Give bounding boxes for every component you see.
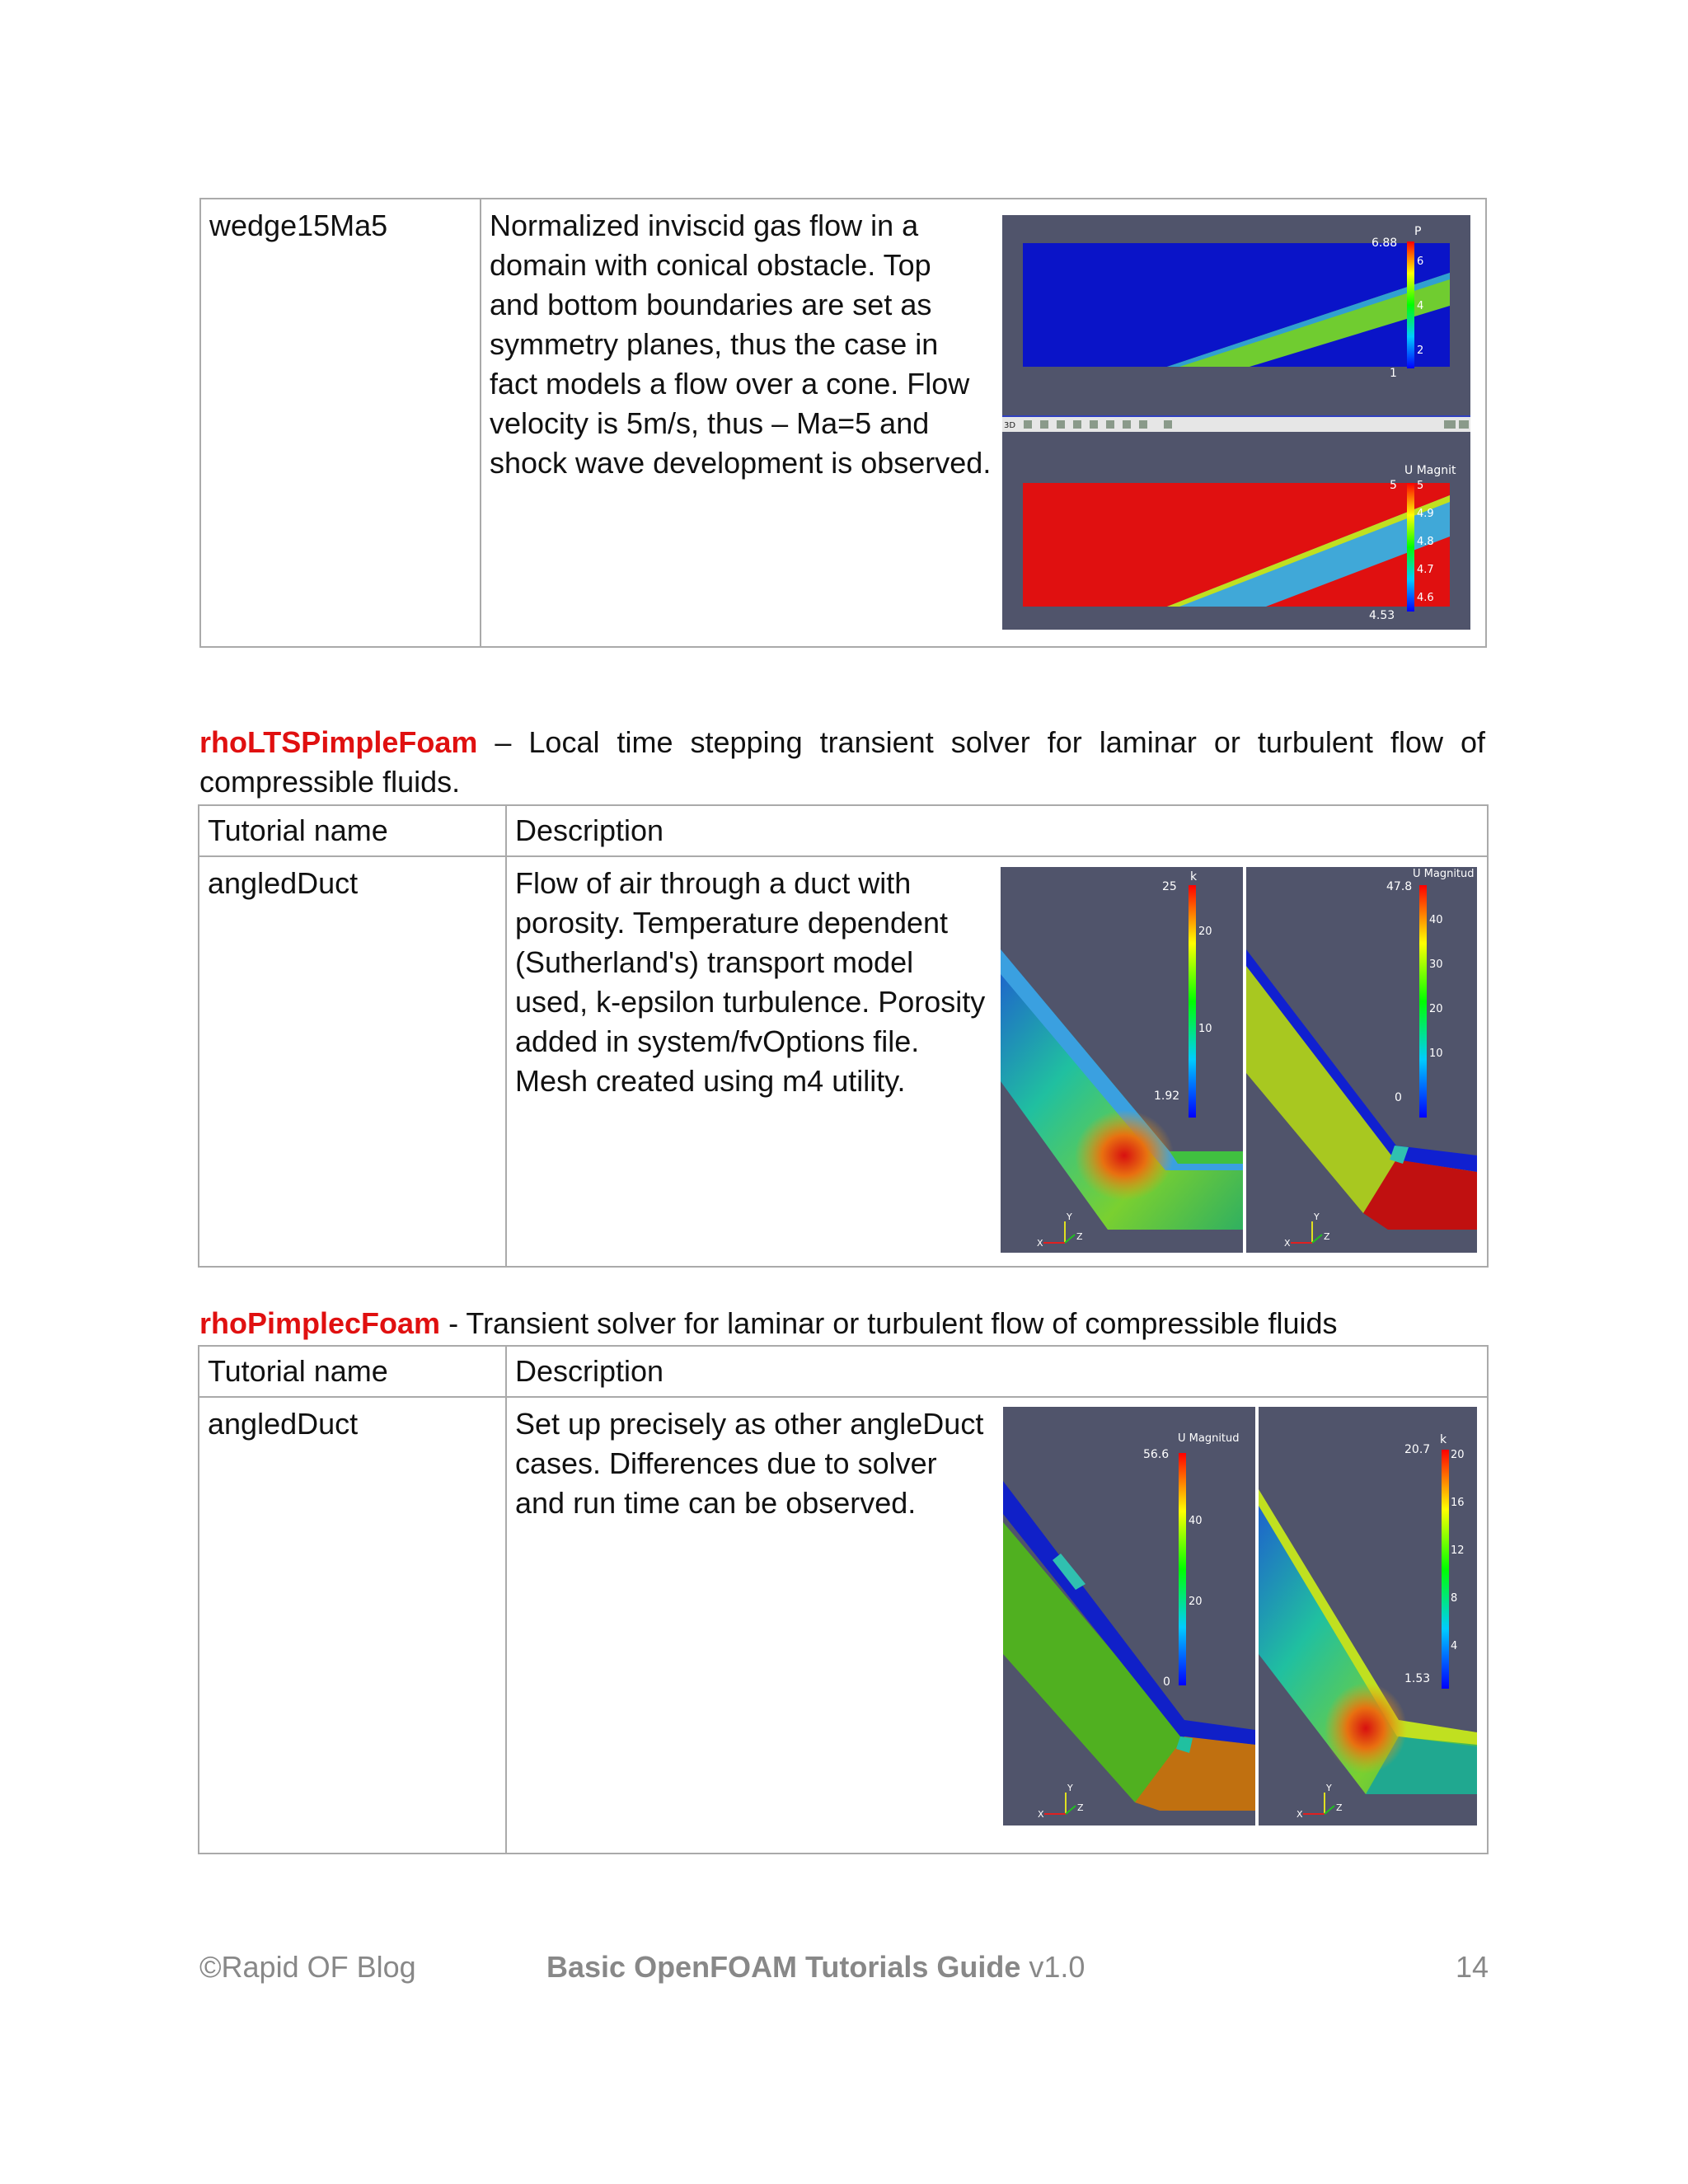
- colorbar-min: 1: [1390, 367, 1397, 380]
- tutorial-name: wedge15Ma5: [200, 199, 481, 647]
- angled-duct-figure-pimplec: [1003, 1407, 1477, 1825]
- solver-summary: - Transient solver for laminar or turbulent flow of compressible fluids: [440, 1306, 1338, 1340]
- solver-name: rhoLTSPimpleFoam: [199, 725, 478, 759]
- svg-text:Z: Z: [1336, 1802, 1343, 1813]
- colorbar-max: 25: [1162, 880, 1177, 893]
- colorbar-tick: 20: [1429, 1003, 1443, 1015]
- colorbar-tick: 10: [1198, 1023, 1212, 1035]
- svg-text:X: X: [1037, 1238, 1043, 1249]
- column-header-description: Description: [506, 1346, 1488, 1397]
- svg-text:Z: Z: [1077, 1802, 1084, 1813]
- tutorial-description: [515, 864, 985, 1101]
- description-line: domain with conical obstacle. Top: [490, 248, 931, 282]
- colorbar-max: 20.7: [1404, 1443, 1431, 1456]
- description-line: Set up precisely as other angleDuct: [515, 1407, 984, 1441]
- description-line: Flow of air through a duct with: [515, 866, 912, 900]
- colorbar-tick: 20: [1189, 1596, 1203, 1608]
- colorbar-tick: 4.8: [1417, 536, 1434, 548]
- svg-text:X: X: [1284, 1238, 1291, 1249]
- solver-intro-paragraph: [199, 723, 1485, 802]
- colorbar-title: k: [1440, 1433, 1447, 1446]
- tutorial-name: angledDuct: [199, 856, 506, 1267]
- colorbar-tick: 20: [1198, 926, 1212, 938]
- colorbar-max: 56.6: [1143, 1448, 1170, 1461]
- colorbar-min: 1.92: [1154, 1090, 1180, 1103]
- velocity-colorbar: [1419, 885, 1427, 1118]
- svg-text:Z: Z: [1076, 1231, 1083, 1242]
- solver-summary: – Local time stepping transient solver for laminar or turbulent flow of: [477, 725, 1485, 759]
- colorbar-title: k: [1190, 870, 1198, 883]
- solver-summary-line2: compressible fluids.: [199, 765, 461, 799]
- wedge-simulation-figure: [1002, 215, 1470, 630]
- colorbar-min: 0: [1163, 1675, 1170, 1689]
- description-line: Normalized inviscid gas flow in a: [490, 209, 919, 242]
- svg-text:Z: Z: [1324, 1231, 1330, 1242]
- svg-text:Y: Y: [1067, 1783, 1073, 1793]
- description-line: symmetry planes, thus the case in: [490, 327, 939, 361]
- colorbar-tick: 8: [1451, 1592, 1458, 1605]
- colorbar-min: 4.53: [1369, 609, 1395, 622]
- hot-spot: [1325, 1683, 1407, 1774]
- description-line: shock wave development is observed.: [490, 446, 992, 480]
- colorbar-title: P: [1414, 225, 1422, 238]
- colorbar-tick: 40: [1429, 914, 1443, 926]
- k-colorbar: [1189, 885, 1196, 1118]
- colorbar-tick: 4.7: [1417, 564, 1434, 576]
- colorbar-tick: 4: [1451, 1640, 1458, 1652]
- svg-text:Y: Y: [1067, 1212, 1072, 1222]
- colorbar-max: 47.8: [1386, 880, 1413, 893]
- colorbar-title: U Magnit: [1404, 464, 1456, 477]
- tutorial-description: [490, 206, 991, 483]
- colorbar-tick: 16: [1451, 1497, 1465, 1509]
- solver-name: rhoPimplecFoam: [199, 1306, 441, 1340]
- colorbar-tick: 2: [1417, 344, 1424, 357]
- colorbar-tick: 10: [1429, 1047, 1443, 1060]
- document-version: v1.0: [1020, 1950, 1085, 1984]
- colorbar-tick: 12: [1451, 1544, 1465, 1557]
- colorbar-tick: 4: [1417, 300, 1424, 312]
- colorbar-max: 5: [1390, 479, 1397, 492]
- description-line: and bottom boundaries are set as: [490, 288, 932, 321]
- angled-duct-figure-ltspimple: [1001, 867, 1477, 1253]
- colorbar-tick: 4.9: [1417, 508, 1434, 520]
- solver-intro-paragraph: [199, 1304, 1485, 1343]
- table-header-row: [199, 1346, 1488, 1397]
- colorbar-min: 0: [1395, 1091, 1402, 1104]
- description-line: porosity. Temperature dependent: [515, 906, 949, 940]
- description-line: Mesh created using m4 utility.: [515, 1064, 906, 1098]
- toolbar-3d-button: 3D: [1004, 421, 1016, 430]
- colorbar-title: U Magnitud: [1413, 868, 1475, 880]
- description-line: and run time can be observed.: [515, 1486, 917, 1520]
- colorbar-min: 1.53: [1404, 1672, 1431, 1685]
- pressure-colorbar: [1407, 241, 1414, 368]
- colorbar-tick: 20: [1451, 1449, 1465, 1461]
- tutorial-description: [515, 1404, 983, 1523]
- colorbar-tick: 4.6: [1417, 592, 1434, 604]
- footer-document-title: [546, 1950, 1085, 1985]
- paraview-toolbar: [1002, 417, 1470, 432]
- colorbar-title: U Magnitud: [1178, 1432, 1240, 1445]
- description-line: (Sutherland's) transport model: [515, 945, 914, 979]
- table-header-row: [199, 805, 1488, 856]
- footer-copyright: ©Rapid OF Blog: [199, 1950, 416, 1984]
- column-header-tutorial-name: Tutorial name: [199, 1346, 506, 1397]
- velocity-colorbar: [1407, 483, 1414, 612]
- tutorial-name: angledDuct: [199, 1397, 506, 1854]
- column-header-tutorial-name: Tutorial name: [199, 805, 506, 856]
- svg-text:X: X: [1038, 1809, 1044, 1820]
- colorbar-tick: 40: [1189, 1515, 1203, 1527]
- colorbar-tick: 5: [1417, 480, 1424, 492]
- velocity-colorbar: [1179, 1453, 1186, 1685]
- description-line: added in system/fvOptions file.: [515, 1024, 920, 1058]
- hot-spot: [1075, 1110, 1174, 1201]
- footer-page-number: 14: [1456, 1950, 1489, 1984]
- column-header-description: Description: [506, 805, 1488, 856]
- colorbar-tick: 6: [1417, 255, 1424, 268]
- description-line: velocity is 5m/s, thus – Ma=5 and: [490, 406, 930, 440]
- description-line: cases. Differences due to solver: [515, 1446, 937, 1480]
- colorbar-tick: 30: [1429, 958, 1443, 971]
- svg-text:Y: Y: [1314, 1212, 1320, 1222]
- svg-text:X: X: [1296, 1809, 1303, 1820]
- description-line: fact models a flow over a cone. Flow: [490, 367, 970, 401]
- document-title: Basic OpenFOAM Tutorials Guide: [546, 1950, 1021, 1984]
- svg-text:Y: Y: [1326, 1783, 1332, 1793]
- colorbar-max: 6.88: [1372, 237, 1398, 250]
- k-colorbar: [1442, 1450, 1449, 1689]
- description-line: used, k-epsilon turbulence. Porosity: [515, 985, 986, 1019]
